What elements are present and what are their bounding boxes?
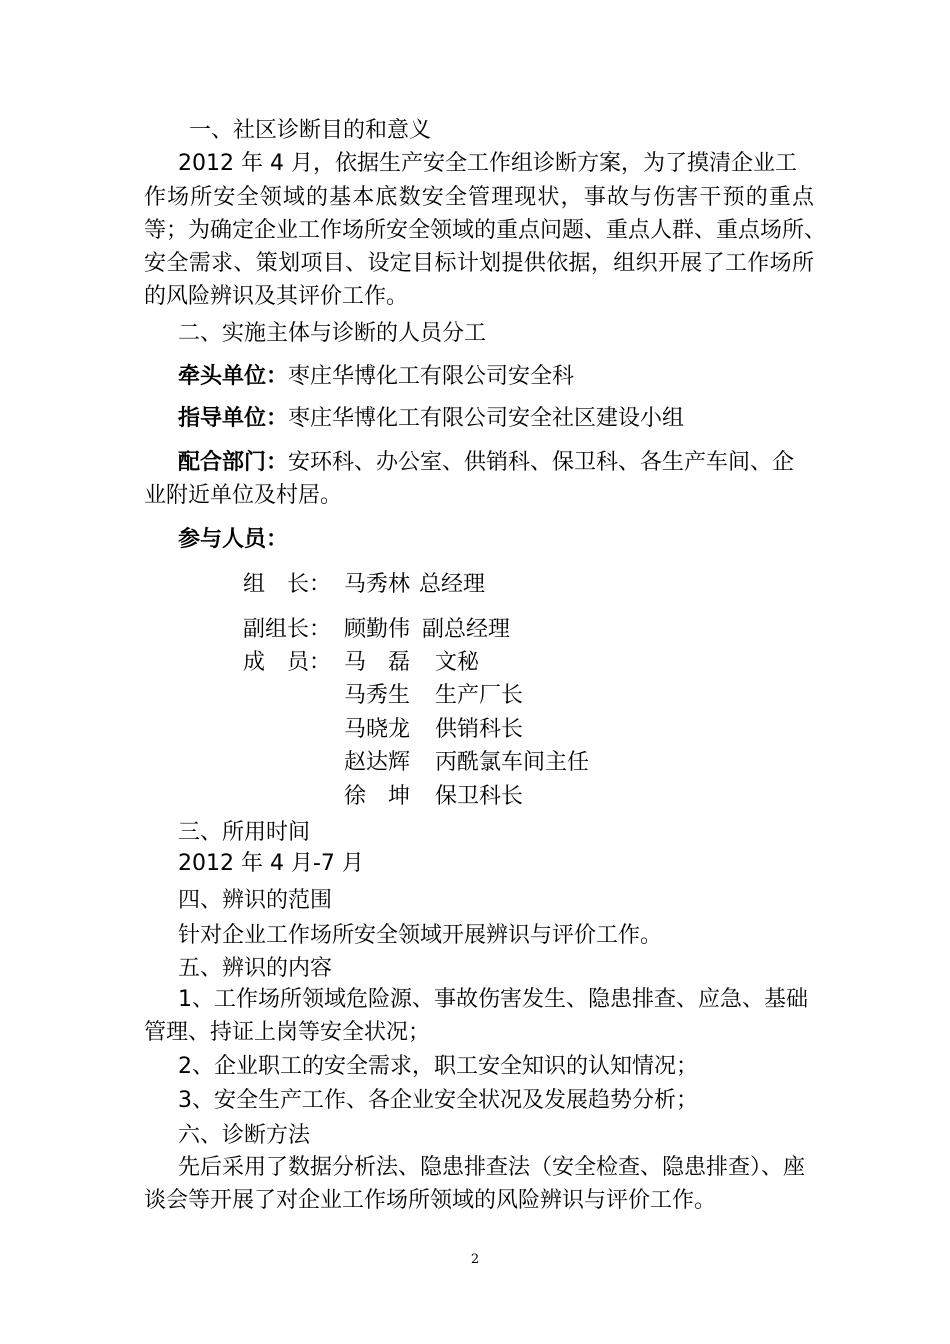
member-title: 副总经理 xyxy=(422,617,511,642)
member-name: 马晓龙 xyxy=(344,717,411,742)
section-1-paragraph-line-5: 的风险辨识及其评价工作。 xyxy=(144,284,409,309)
section-1-paragraph-line-4: 安全需求、策划项目、设定目标计划提供依据，组织开展了工作场所 xyxy=(144,251,814,276)
member-title: 生产厂长 xyxy=(435,683,524,708)
coop-dept-row xyxy=(178,449,814,477)
guide-unit-row xyxy=(178,405,684,433)
section-5-item-3: 3、安全生产工作、各企业安全状况及发展趋势分析； xyxy=(178,1088,698,1113)
member-title: 文秘 xyxy=(435,650,480,675)
member-name: 赵达辉 xyxy=(344,750,411,775)
member-name: 马 磊 xyxy=(344,650,411,675)
coop-dept-value-line-2: 业附近单位及村居。 xyxy=(144,483,343,508)
lead-unit-label: 牵头单位： xyxy=(178,364,289,389)
section-5-item-1-line-1: 1、工作场所领域危险源、事故伤害发生、隐患排查、应急、基础 xyxy=(178,987,808,1012)
member-name: 徐 坤 xyxy=(344,784,411,809)
guide-unit-label: 指导单位： xyxy=(178,406,289,431)
section-1-paragraph-line-1: 2012 年 4 月，依据生产安全工作组诊断方案，为了摸清企业工 xyxy=(178,151,797,176)
section-2-heading: 二、实施主体与诊断的人员分工 xyxy=(178,321,487,346)
member-title: 供销科长 xyxy=(435,717,524,742)
member-name: 马秀生 xyxy=(344,683,411,708)
member-label-leader: 组 长： xyxy=(243,572,332,597)
section-6-line-1: 先后采用了数据分析法、隐患排查法（安全检查、隐患排查）、座 xyxy=(178,1155,806,1180)
section-1-paragraph-line-2: 作场所安全领域的基本底数安全管理现状，事故与伤害干预的重点 xyxy=(144,185,814,210)
section-5-item-2: 2、企业职工的安全需求，职工安全知识的认知情况； xyxy=(178,1054,698,1079)
section-6-heading: 六、诊断方法 xyxy=(178,1123,311,1148)
section-1-paragraph-line-3: 等；为确定企业工作场所安全领域的重点问题、重点人群、重点场所、 xyxy=(144,218,827,243)
guide-unit-value: 枣庄华博化工有限公司安全社区建设小组 xyxy=(288,406,685,431)
section-5-heading: 五、辨识的内容 xyxy=(178,956,333,981)
section-6-line-2: 谈会等开展了对企业工作场所领域的风险辨识与评价工作。 xyxy=(144,1188,717,1213)
section-4-heading: 四、辨识的范围 xyxy=(178,888,333,913)
section-3-value: 2012 年 4 月-7 月 xyxy=(178,851,364,876)
section-3-heading: 三、所用时间 xyxy=(178,820,311,845)
participants-label: 参与人员： xyxy=(178,527,289,552)
member-label-members: 成 员： xyxy=(243,650,332,675)
member-name: 顾勤伟 xyxy=(344,617,411,642)
lead-unit-value: 枣庄华博化工有限公司安全科 xyxy=(288,364,575,389)
member-title: 总经理 xyxy=(419,572,486,597)
member-label-deputy: 副组长： xyxy=(243,617,332,642)
section-5-item-1-line-2: 管理、持证上岗等安全状况； xyxy=(144,1020,431,1045)
member-title: 保卫科长 xyxy=(435,784,524,809)
member-title: 丙酰氯车间主任 xyxy=(435,750,590,775)
coop-dept-label: 配合部门： xyxy=(178,450,289,475)
page-number: 2 xyxy=(470,1252,480,1267)
section-4-value: 针对企业工作场所安全领域开展辨识与评价工作。 xyxy=(178,923,663,948)
coop-dept-value-line-1: 安环科、办公室、供销科、保卫科、各生产车间、企 xyxy=(288,450,795,475)
section-1-heading: 一、社区诊断目的和意义 xyxy=(189,118,432,143)
lead-unit-row xyxy=(178,363,574,391)
member-name: 马秀林 xyxy=(344,572,411,597)
